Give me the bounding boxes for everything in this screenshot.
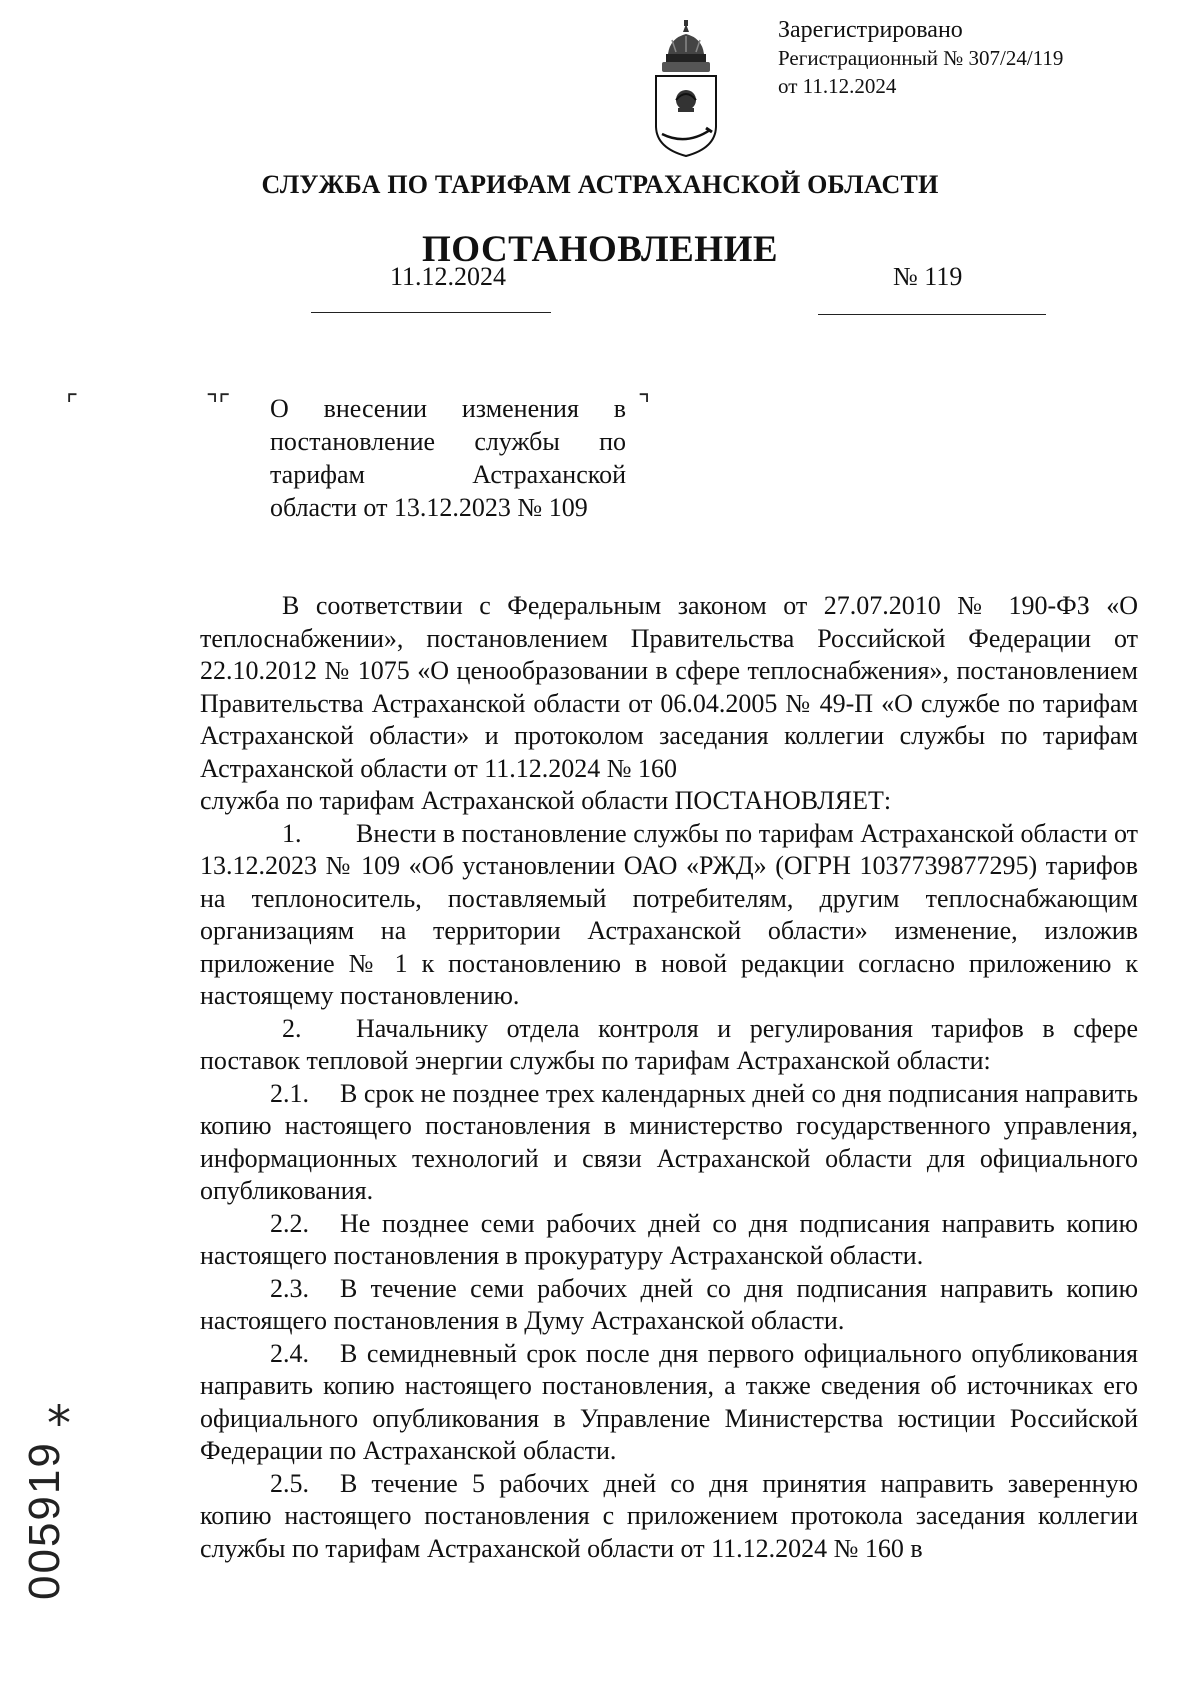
item-text: В семидневный срок после дня первого официального опубликования направить копию настоящего постановления, а также сведения об источниках его официального опубликования в Управление Министерства юстиции Российской Федерации по Астраханской области. <box>200 1338 1138 1465</box>
item-number: 2.4. <box>270 1338 309 1368</box>
organization-name: СЛУЖБА ПО ТАРИФАМ АСТРАХАНСКОЙ ОБЛАСТИ <box>261 170 939 199</box>
corner-mark-left: ⌜ <box>66 390 79 419</box>
list-item <box>200 1468 1138 1566</box>
subject-line: области от 13.12.2023 № 109 <box>270 493 588 522</box>
document-number: № 119 <box>893 262 963 291</box>
item-number: 2.2. <box>270 1208 309 1238</box>
date-underline <box>311 312 551 313</box>
side-serial-number: 005919 <box>20 1441 69 1600</box>
registration-date: от 11.12.2024 <box>778 74 897 98</box>
subject-line: О внесении изменения в <box>270 394 626 423</box>
document-subject <box>270 392 626 524</box>
item-number: 2. <box>282 1013 302 1043</box>
document-body <box>200 590 1138 1565</box>
list-item <box>200 1208 1138 1273</box>
item-number: 2.3. <box>270 1273 309 1303</box>
registration-stamp <box>778 16 1063 100</box>
item-text: Внести в постановление службы по тарифам Астраханской области от 13.12.2023 № 109 «Об установлении ОАО «РЖД» (ОГРН 1037739877295) тарифов на теплоноситель, поставляемый потребителям, другим теплоснабжающим организациям на территории Астраханской области» изменение, изложив приложение № 1 к постановлению в новой редакции согласно приложению к настоящему постановлению. <box>200 818 1138 1010</box>
item-number: 2.1. <box>270 1078 309 1108</box>
corner-mark-mid-left: ⌝⌜ <box>206 390 231 419</box>
item-text: В течение семи рабочих дней со дня подписания направить копию настоящего постановления в Думу Астраханской области. <box>200 1273 1138 1335</box>
document-date: 11.12.2024 <box>390 262 507 291</box>
item-number: 1. <box>282 818 302 848</box>
list-item <box>200 1013 1138 1078</box>
item-text: В срок не позднее трех календарных дней со дня подписания направить копию настоящего постановления в министерство государственного управления, информационных технологий и связи Астраханской области для официального опубликования. <box>200 1078 1138 1205</box>
list-item <box>200 818 1138 1013</box>
list-item <box>200 1273 1138 1338</box>
resolves-line: служба по тарифам Астраханской области ПОСТАНОВЛЯЕТ: <box>200 786 892 815</box>
subject-line: постановление службы по <box>270 427 626 456</box>
coat-of-arms-icon <box>648 18 724 158</box>
document-type: ПОСТАНОВЛЕНИЕ <box>421 229 779 270</box>
list-item <box>200 1078 1138 1208</box>
corner-mark-right: ⌝ <box>638 390 651 419</box>
subject-line: тарифам Астраханской <box>270 460 626 489</box>
item-number: 2.5. <box>270 1468 309 1498</box>
item-text: Начальнику отдела контроля и регулирования тарифов в сфере поставок тепловой энергии службы по тарифам Астраханской области: <box>200 1013 1138 1075</box>
item-text: В течение 5 рабочих дней со дня принятия направить заверенную копию настоящего постановления с приложением протокола заседания коллегии службы по тарифам Астраханской области от 11.12.2024 № 160 в <box>200 1468 1138 1563</box>
preamble: В соответствии с Федеральным законом от 27.07.2010 № 190-ФЗ «О теплоснабжении», постановлением Правительства Российской Федерации от 22.10.2012 № 1075 «О ценообразовании в сфере теплоснабжения», постановлением Правительства Астраханской области от 06.04.2005 № 49-П «О службе по тарифам Астраханской области» и протоколом заседания коллегии службы по тарифам Астраханской области от 11.12.2024 № 160 <box>200 591 1138 783</box>
list-item <box>200 1338 1138 1468</box>
item-text: Не позднее семи рабочих дней со дня подписания направить копию настоящего постановления в прокуратуру Астраханской области. <box>200 1208 1138 1270</box>
side-asterisk: * <box>47 1396 71 1452</box>
number-underline <box>818 314 1046 315</box>
registration-number: Регистрационный № 307/24/119 <box>778 46 1064 70</box>
registration-status: Зарегистрировано <box>778 17 963 43</box>
